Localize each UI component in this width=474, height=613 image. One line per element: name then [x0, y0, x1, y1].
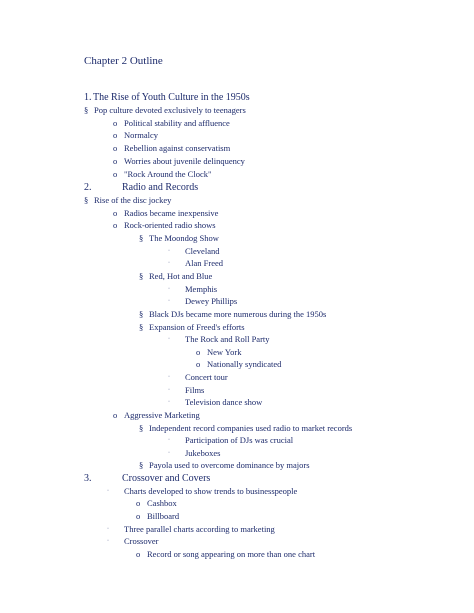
- list-marker: 1.: [84, 92, 92, 103]
- list-text: The Rock and Roll Party: [185, 334, 270, 344]
- list-text: Political stability and affluence: [124, 118, 230, 128]
- list-marker: o: [113, 169, 118, 179]
- list-text: The Moondog Show: [149, 233, 219, 243]
- list-marker: o: [113, 118, 118, 128]
- list-marker: o: [113, 410, 118, 420]
- list-marker: §: [139, 460, 144, 470]
- list-text: "Rock Around the Clock": [124, 169, 212, 179]
- list-text: Record or song appearing on more than one chart: [147, 549, 316, 559]
- list-text: Rock-oriented radio shows: [124, 220, 216, 230]
- list-text: Worries about juvenile delinquency: [124, 156, 245, 166]
- list-text: Normalcy: [124, 130, 158, 140]
- list-text: Nationally syndicated: [207, 359, 282, 369]
- list-text: Memphis: [185, 284, 218, 294]
- list-marker: ·: [168, 286, 170, 292]
- list-marker: ·: [168, 399, 170, 405]
- list-text: Cleveland: [185, 246, 220, 256]
- list-marker: §: [139, 423, 144, 433]
- list-marker: ·: [168, 374, 170, 380]
- list-text: Three parallel charts according to marketing: [124, 524, 275, 534]
- list-marker: o: [113, 220, 118, 230]
- list-text: Television dance show: [185, 397, 263, 407]
- list-text: Charts developed to show trends to businesspeople: [124, 486, 298, 496]
- list-text: Crossover and Covers: [122, 473, 211, 484]
- list-marker: o: [113, 208, 118, 218]
- list-text: New York: [207, 347, 242, 357]
- list-marker: ·: [107, 526, 109, 532]
- list-text: Films: [185, 385, 205, 395]
- list-marker: ·: [168, 298, 170, 304]
- list-marker: ·: [168, 387, 170, 393]
- list-marker: §: [84, 195, 89, 205]
- list-marker: o: [136, 511, 141, 521]
- list-marker: ·: [168, 260, 170, 266]
- list-text: Pop culture devoted exclusively to teenagers: [94, 105, 246, 115]
- list-marker: 3.: [84, 473, 92, 484]
- list-marker: ·: [168, 248, 170, 254]
- list-text: Aggressive Marketing: [124, 410, 200, 420]
- list-marker: §: [139, 271, 144, 281]
- list-marker: §: [139, 233, 144, 243]
- list-text: The Rise of Youth Culture in the 1950s: [93, 92, 250, 103]
- list-text: Jukeboxes: [185, 448, 221, 458]
- list-marker: o: [196, 347, 201, 357]
- list-text: Dewey Phillips: [185, 296, 238, 306]
- list-marker: o: [136, 498, 141, 508]
- list-text: Payola used to overcome dominance by majors: [149, 460, 310, 470]
- list-text: Alan Freed: [185, 258, 224, 268]
- list-marker: ·: [168, 450, 170, 456]
- list-text: Billboard: [147, 511, 180, 521]
- list-text: Rebellion against conservatism: [124, 143, 231, 153]
- list-marker: §: [139, 309, 144, 319]
- list-text: Radio and Records: [122, 182, 199, 193]
- list-marker: §: [139, 322, 144, 332]
- list-text: Red, Hot and Blue: [149, 271, 213, 281]
- list-marker: ·: [107, 488, 109, 494]
- list-marker: o: [113, 130, 118, 140]
- list-marker: o: [113, 156, 118, 166]
- list-text: Independent record companies used radio to market records: [149, 423, 353, 433]
- list-text: Black DJs became more numerous during the 1950s: [149, 309, 327, 319]
- list-text: Rise of the disc jockey: [94, 195, 172, 205]
- list-marker: ·: [107, 538, 109, 544]
- list-text: Concert tour: [185, 372, 228, 382]
- list-marker: ·: [168, 437, 170, 443]
- list-text: Participation of DJs was crucial: [185, 435, 294, 445]
- list-marker: o: [196, 359, 201, 369]
- document-title: Chapter 2 Outline: [84, 55, 163, 67]
- list-text: Cashbox: [147, 498, 177, 508]
- list-marker: 2.: [84, 182, 92, 193]
- list-marker: o: [113, 143, 118, 153]
- list-marker: o: [136, 549, 141, 559]
- list-marker: ·: [168, 336, 170, 342]
- list-text: Radios became inexpensive: [124, 208, 219, 218]
- list-text: Expansion of Freed's efforts: [149, 322, 245, 332]
- list-marker: §: [84, 105, 89, 115]
- list-text: Crossover: [124, 536, 159, 546]
